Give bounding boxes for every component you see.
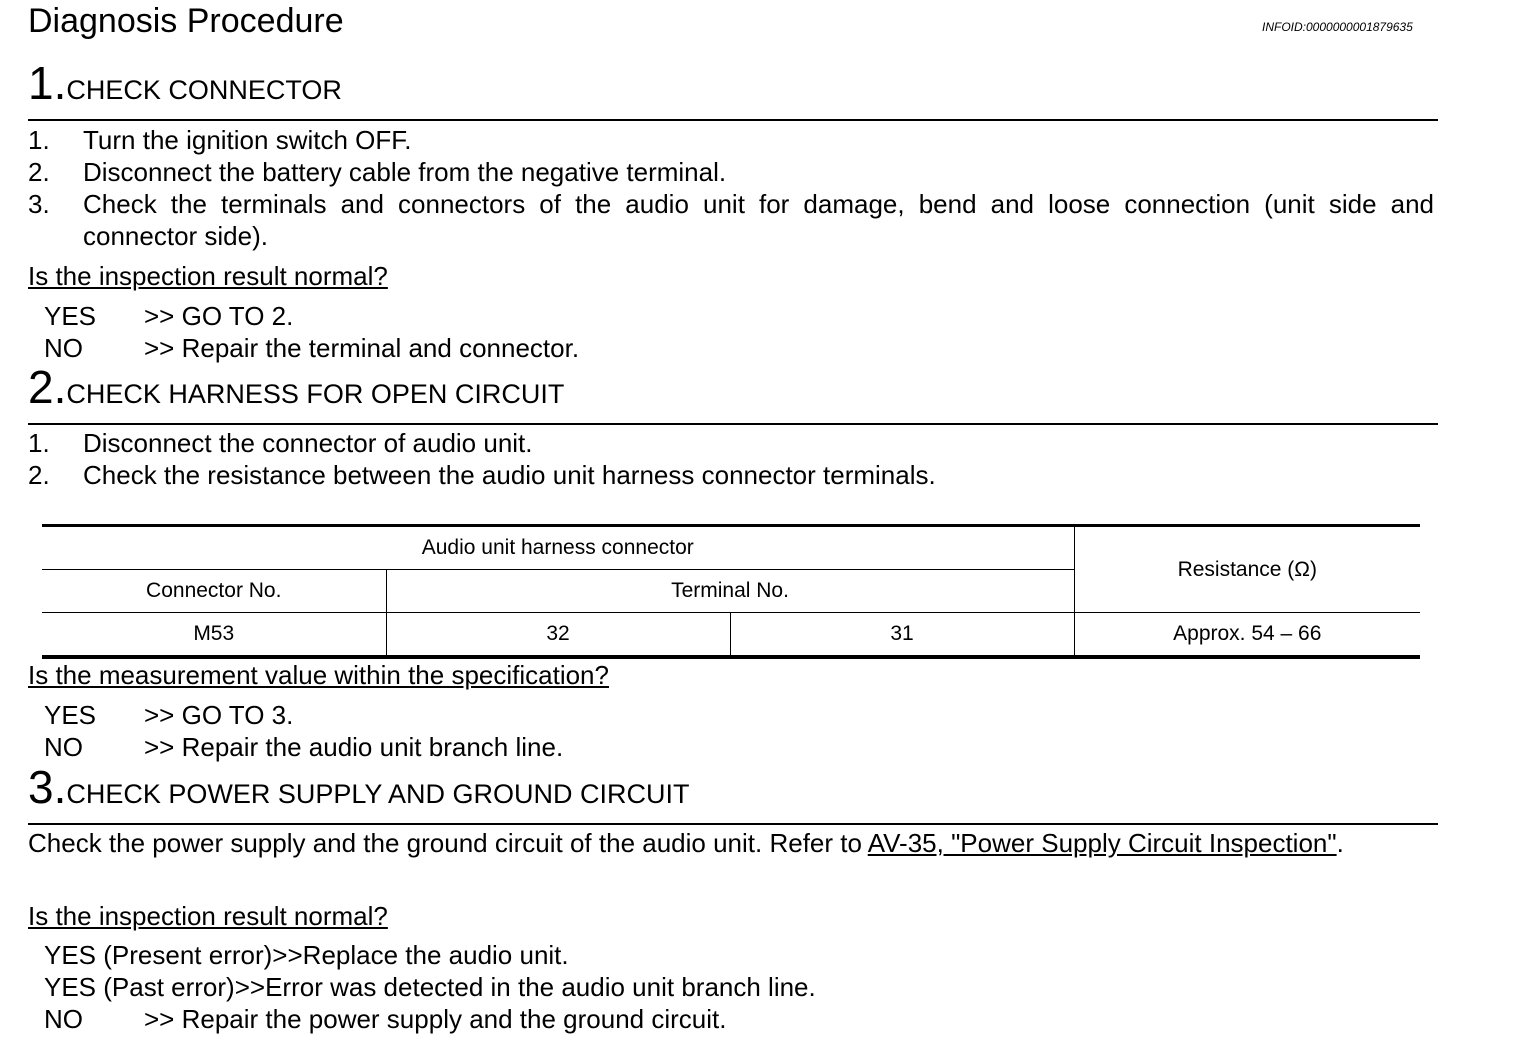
answer-yes-past: YES (Past error)>>Error was detected in the audio unit branch line. — [44, 972, 816, 1002]
table-row — [42, 613, 1420, 658]
answer-no: NO >> Repair the terminal and connector. — [44, 333, 580, 363]
step-2-heading — [28, 362, 564, 412]
step-1-heading — [28, 58, 342, 108]
step-number: 2. — [28, 361, 67, 413]
list-item: 3. Check the terminals and connectors of the audio unit for damage, bend and loose connection (unit side and connector side). — [28, 189, 1434, 251]
step-title: CHECK HARNESS FOR OPEN CIRCUIT — [66, 379, 565, 409]
divider — [28, 119, 1438, 121]
reference-link[interactable]: AV-35, "Power Supply Circuit Inspection" — [867, 828, 1337, 858]
question: Is the inspection result normal? — [28, 901, 388, 931]
answer-no: NO >> Repair the audio unit branch line. — [44, 732, 564, 762]
answer-no: NO >> Repair the power supply and the ground circuit. — [44, 1004, 727, 1034]
table-cell-terminal-b: 31 — [730, 613, 1074, 658]
table-connector-header: Connector No. — [42, 570, 386, 613]
table-cell-connector: M53 — [42, 613, 386, 658]
table-group-header: Audio unit harness connector — [42, 526, 1074, 570]
resistance-table — [42, 524, 1420, 659]
question: Is the measurement value within the specification? — [28, 660, 609, 690]
step-3-paragraph: Check the power supply and the ground circuit of the audio unit. Refer to AV-35, "Power Supply Circuit Inspection". — [28, 828, 1344, 858]
list-item: 2. Check the resistance between the audio unit harness connector terminals. — [28, 460, 936, 490]
step-number: 1. — [28, 57, 67, 109]
table-cell-resistance: Approx. 54 – 66 — [1074, 613, 1420, 658]
question: Is the inspection result normal? — [28, 261, 388, 291]
step-title: CHECK POWER SUPPLY AND GROUND CIRCUIT — [66, 779, 690, 809]
answer-yes: YES >> GO TO 3. — [44, 700, 294, 730]
step-number: 3. — [28, 761, 67, 813]
table-resistance-header: Resistance (Ω) — [1074, 526, 1420, 613]
step-title: CHECK CONNECTOR — [66, 75, 342, 105]
table-cell-terminal-a: 32 — [386, 613, 730, 658]
table-terminal-header: Terminal No. — [386, 570, 1074, 613]
answer-yes: YES >> GO TO 2. — [44, 301, 294, 331]
page-title: Diagnosis Procedure — [28, 2, 344, 40]
answer-yes-present: YES (Present error)>>Replace the audio unit. — [44, 940, 569, 970]
info-id: INFOID:0000000001879635 — [1262, 20, 1413, 34]
list-item: 1. Disconnect the connector of audio unit. — [28, 428, 533, 458]
divider — [28, 823, 1438, 825]
step-3-heading — [28, 762, 689, 812]
divider — [28, 423, 1438, 425]
list-item: 2. Disconnect the battery cable from the negative terminal. — [28, 157, 727, 187]
list-item: 1. Turn the ignition switch OFF. — [28, 125, 412, 155]
